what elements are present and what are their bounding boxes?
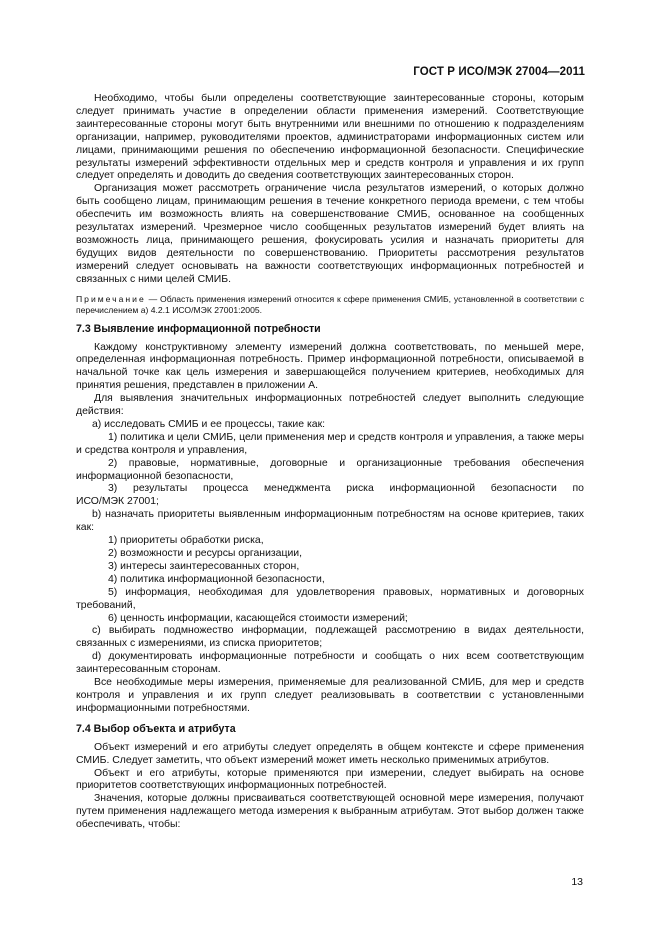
- list-item: с) выбирать подмножество информации, подлежащей рассмотрению в видах деятельности, связанных с измерениями, из списка приоритетов;: [76, 625, 584, 650]
- page-number: 13: [571, 876, 583, 888]
- sub-list-item: 3) интересы заинтересованных сторон,: [108, 560, 300, 572]
- sub-list-item: 1) политика и цели СМИБ, цели применения мер и средств контроля и управления, а также меры и средства контроля и управления,: [76, 431, 584, 456]
- paragraph: Объект измерений и его атрибуты следует определять в общем контексте и сфере применения СМИБ. Следует заметить, что объект измерений может иметь несколько применимых атрибутов.: [76, 741, 584, 766]
- section-heading-7-3: 7.3 Выявление информационной потребности: [76, 322, 321, 335]
- list-item: d) документировать информационные потребности и сообщать о них всем соответствующим заинтересованным сторонам.: [76, 651, 584, 676]
- paragraph: Необходимо, чтобы были определены соответствующие заинтересованные стороны, которым следует принимать участие в определении области применения измерений. Соответствующие заинтересованные стороны могут быть внутренними или внешними по отношению к подразделениям организации, например, руководителями проектов, администраторами информационных систем или лицами, принимающими решения по обеспечению информационной безопасности. Специфические результаты измерений эффективности отдельных мер и средств контроля и управления и их групп следует определять и доводить до сведения соответствующих заинтересованных сторон.: [76, 93, 584, 182]
- list-item: b) назначать приоритеты выявленным информационным потребностям на основе критериев, таких как:: [76, 509, 584, 534]
- sub-list-item: 5) информация, необходимая для удовлетворения правовых, нормативных и договорных требований,: [76, 586, 584, 611]
- document-code-header: ГОСТ Р ИСО/МЭК 27004—2011: [413, 66, 585, 78]
- sub-list-item: 3) результаты процесса менеджмента риска информационной безопасности по: [108, 483, 584, 495]
- paragraph: Значения, которые должны присваиваться соответствующей основной мере измерения, получают путем применения надлежащего метода измерения к выбранным атрибутам. Этот выбор должен также обеспечивать, чтобы:: [76, 793, 584, 831]
- note-text: — Область применения измерений относится к сфере применения СМИБ, установленной в соответствии с перечислением а) 4.2.1 ИСО/МЭК 27001:2005.: [76, 293, 584, 315]
- sub-list-item: 6) ценность информации, касающейся стоимости измерений;: [108, 612, 408, 624]
- sub-list-item: 4) политика информационной безопасности,: [108, 573, 325, 585]
- paragraph: Для выявления значительных информационных потребностей следует выполнить следующие действия:: [76, 393, 584, 418]
- note: [76, 294, 584, 316]
- sub-list-item: 2) правовые, нормативные, договорные и организационные требования обеспечения информационной безопасности,: [76, 457, 584, 482]
- sub-list-item: 1) приоритеты обработки риска,: [108, 535, 264, 547]
- paragraph: Каждому конструктивному элементу измерений должна соответствовать, по меньшей мере, определенная информационная потребность. Пример информационной потребности, описываемой в начальной точке как цель измерения и завершающейся получением критериев, необходимых для принятия решения, представлен в приложении А.: [76, 341, 584, 392]
- paragraph: Все необходимые меры измерения, применяемые для реализованной СМИБ, для мер и средств контроля и управления и их групп следует реализовывать в соответствии с установленными информационными потребностями.: [76, 677, 584, 714]
- sub-list-item: 2) возможности и ресурсы организации,: [108, 548, 303, 559]
- paragraph: Объект и его атрибуты, которые применяются при измерении, следует выбирать на основе приоритетов соответствующих информационных потребностей.: [76, 767, 584, 792]
- section-heading-7-4: 7.4 Выбор объекта и атрибута: [76, 722, 236, 735]
- list-item: а) исследовать СМИБ и ее процессы, такие как:: [92, 418, 326, 430]
- document-body: [76, 93, 584, 832]
- note-label: Примечание: [76, 293, 146, 304]
- sub-list-item-continuation: ИСО/МЭК 27001;: [76, 496, 159, 508]
- paragraph: Организация может рассмотреть ограничение числа результатов измерений, о которых должно быть сообщено лицам, принимающим решения в течение конкретного периода времени, с тем чтобы обеспечить им возможность влиять на совершенствование СМИБ, основанное на сообщенных результатах измерений. Чрезмерное число сообщенных результатов измерений будет влиять на возможность лица, принимающего решения, фокусировать усилия и назначать приоритеты для будущих видов деятельности по совершенствованию. Приоритеты рассмотрения результатов измерений следует основывать на важности соответствующих информационных потребностей и связанных с ними целей СМИБ.: [76, 183, 584, 285]
